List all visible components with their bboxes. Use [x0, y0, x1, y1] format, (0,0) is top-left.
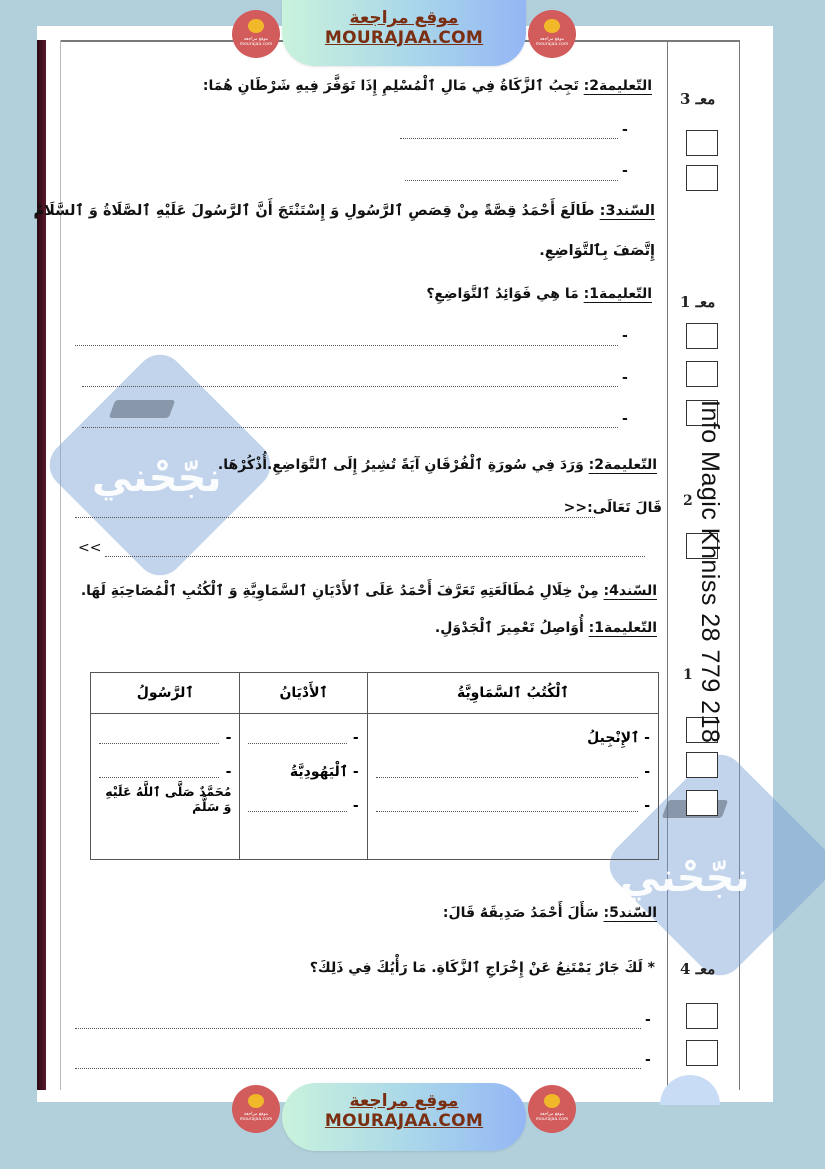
- banner-arabic-title: موقع مراجعة: [349, 8, 459, 28]
- answer-line[interactable]: [82, 427, 618, 428]
- answer-dash: -: [622, 122, 628, 138]
- book-icon: [248, 1094, 264, 1108]
- answer-line[interactable]: [75, 1068, 641, 1069]
- books-column: [367, 714, 658, 860]
- banner-site-name: MOURAJAA.COM: [324, 1111, 484, 1131]
- mourajaa-badge-right[interactable]: موقع مراجعة mourajaa.com: [528, 1085, 576, 1133]
- religions-column: [240, 714, 367, 860]
- ayah-answer-line[interactable]: [75, 517, 595, 518]
- answer-line[interactable]: [82, 386, 618, 387]
- answer-dash: -: [622, 411, 628, 427]
- answer-dash: -: [645, 1052, 651, 1068]
- criterion-label: معـ 4: [680, 960, 716, 978]
- ayah-prefix: قَالَ تَعَالَى:<<: [563, 500, 662, 516]
- sanad-text: طَالَعَ أَحْمَدُ قِصَّةً مِنْ قِصَصِ ٱلرَّسُولِ وَ إِسْتَنْتَجَ أَنَّ ٱلرَّسُولَ عَلَيْهِ ٱلصَّلَاةُ وَ ٱلسَّلَامُ: [33, 203, 600, 219]
- instruction-label: التّعليمة2:: [583, 78, 652, 94]
- sanad-label: السّند5:: [603, 905, 657, 921]
- watermark-logo-text: نجّحْني: [620, 855, 750, 901]
- instruction-benefits: [426, 286, 652, 302]
- frame-left-border: [60, 40, 61, 1090]
- instruction-label: التّعليمة1:: [588, 620, 657, 636]
- messenger-column: [91, 714, 240, 860]
- answer-dash: -: [645, 1012, 651, 1028]
- instruction-text: تَجِبُ ٱلزَّكَاةُ فِي مَالِ ٱلْمُسْلِمِ إِذَا تَوَفَّرَ فِيهِ شَرْطَانِ هُمَا:: [202, 78, 584, 94]
- table-cell[interactable]: -: [248, 722, 358, 748]
- score-box[interactable]: [686, 1040, 718, 1066]
- criterion-label: معـ 1: [680, 293, 716, 311]
- answer-line[interactable]: [75, 1028, 641, 1029]
- instruction-label: التّعليمة1:: [583, 286, 652, 302]
- table-cell[interactable]: -: [248, 790, 358, 816]
- answer-line[interactable]: [405, 180, 618, 181]
- table-cell[interactable]: - ٱلْيَهُودِيَّةُ: [289, 764, 359, 780]
- score-box[interactable]: [686, 790, 718, 816]
- table-cell[interactable]: مُحَمَّدٌ صَلَّى ٱللَّهُ عَلَيْهِ وَ سَلَّمَ: [105, 784, 232, 814]
- sanad-4: [81, 583, 657, 599]
- sanad-3-line2: إِتَّصَفَ بِٱلتَّوَاضِعِ.: [539, 243, 655, 259]
- answer-line[interactable]: [75, 345, 618, 346]
- score-box[interactable]: [686, 130, 718, 156]
- instruction-label: التّعليمة2:: [588, 457, 657, 473]
- score-box[interactable]: [686, 323, 718, 349]
- instruction-ayah: [218, 457, 657, 473]
- table-header-row: [91, 673, 659, 714]
- sanad-text: سَأَلَ أَحْمَدُ صَدِيقَهُ قَالَ:: [442, 905, 604, 921]
- header-religions: ٱلأَدْيَانُ: [240, 673, 367, 714]
- mourajaa-badge-left[interactable]: موقع مراجعة mourajaa.com: [232, 1085, 280, 1133]
- book-icon: [248, 19, 264, 33]
- sanad-label: السّند4:: [603, 583, 657, 599]
- answer-dash: -: [622, 370, 628, 386]
- ayah-answer-line[interactable]: [105, 556, 645, 557]
- zakat-question: * لَكَ جَارٌ يَمْتَنِعُ عَنْ إِخْرَاجِ ٱلزَّكَاةِ. مَا رَأْيُكَ فِي ذَلِكَ؟: [309, 960, 655, 976]
- sanad-3: [34, 203, 655, 219]
- scan-edge: [37, 40, 46, 1090]
- instruction-text: أُوَاصِلُ تَعْمِيرَ ٱلْجَدْوَلِ.: [434, 620, 589, 636]
- table-cell[interactable]: -: [376, 790, 650, 816]
- sanad-5: [443, 905, 657, 921]
- mourajaa-badge-left[interactable]: موقع مراجعة mourajaa.com: [232, 10, 280, 58]
- instruction-zakat: [203, 78, 652, 94]
- table-cell[interactable]: -: [99, 722, 231, 748]
- instruction-table: [435, 620, 657, 636]
- criterion-number: 1: [683, 667, 693, 683]
- criterion-number: 2: [683, 493, 693, 509]
- banner-site-name: MOURAJAA.COM: [324, 28, 484, 48]
- answer-line[interactable]: [400, 138, 618, 139]
- vertical-watermark-text: Info Magic Khniss 28 779 218: [696, 400, 724, 744]
- score-box[interactable]: [686, 1003, 718, 1029]
- answer-dash: -: [622, 328, 628, 344]
- mourajaa-banner-bottom[interactable]: [282, 1083, 526, 1151]
- table-cell[interactable]: -: [376, 756, 650, 782]
- instruction-text: وَرَدَ فِي سُورَةِ ٱلْفُرْقَانِ آيَةً تُشِيرُ إِلَى ٱلتَّوَاضِعِ.أُذْكُرْهَا.: [217, 457, 589, 473]
- sanad-text: مِنْ خِلَالِ مُطَالَعَتِهِ تَعَرَّفَ أَحْمَدُ عَلَى ٱلأَدْيَانِ ٱلسَّمَاوِيَّةِ وَ ٱلْكُتُبِ ٱلْمُصَاحِبَةِ لَهَا.: [80, 583, 604, 599]
- criterion-label: معـ 3: [680, 90, 716, 108]
- book-icon: [544, 1094, 560, 1108]
- score-box[interactable]: [686, 361, 718, 387]
- book-icon: [544, 19, 560, 33]
- table-row: [91, 714, 659, 860]
- header-books: ٱلْكُتُبُ ٱلسَّمَاوِيَّةُ: [367, 673, 658, 714]
- header-messenger: ٱلرَّسُولُ: [91, 673, 240, 714]
- sanad-label: السّند3:: [599, 203, 655, 219]
- instruction-text: مَا هِي فَوَائِدُ ٱلتَّوَاضِعِ؟: [426, 286, 584, 302]
- watermark-logo-text: نجّحْني: [92, 455, 222, 501]
- ayah-suffix: <<: [78, 540, 102, 556]
- mourajaa-badge-right[interactable]: موقع مراجعة mourajaa.com: [528, 10, 576, 58]
- score-box[interactable]: [686, 752, 718, 778]
- religions-table: [90, 672, 659, 860]
- table-cell[interactable]: -: [99, 756, 231, 782]
- table-cell[interactable]: - ٱلإِنْجِيلُ: [587, 730, 650, 746]
- score-box[interactable]: [686, 165, 718, 191]
- mourajaa-banner-top[interactable]: [282, 0, 526, 66]
- answer-dash: -: [622, 163, 628, 179]
- banner-arabic-title: موقع مراجعة: [349, 1091, 459, 1111]
